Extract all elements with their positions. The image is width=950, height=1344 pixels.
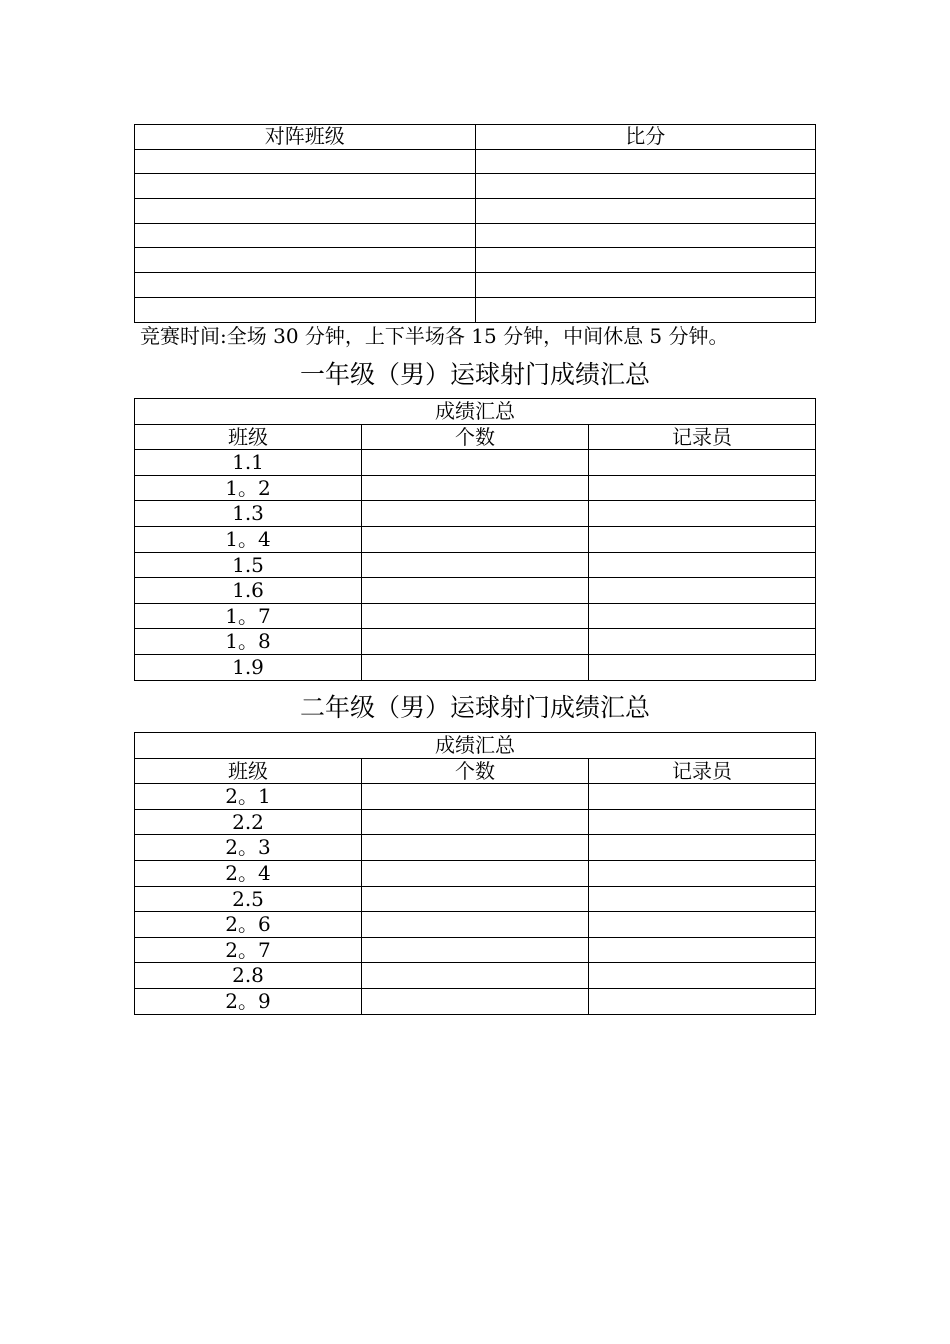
count-cell[interactable]: [362, 937, 589, 963]
class-cell: 2。9: [135, 988, 362, 1014]
class-cell: 1。2: [135, 475, 362, 501]
table-row: [135, 552, 816, 578]
table-row: [135, 784, 816, 810]
table-caption: 成绩汇总: [135, 399, 816, 425]
recorder-cell[interactable]: [589, 784, 816, 810]
score-cell[interactable]: [475, 199, 816, 224]
recorder-cell[interactable]: [589, 835, 816, 861]
table-row: [135, 654, 816, 680]
grade2-summary-title: 二年级（男）运球射门成绩汇总: [299, 693, 650, 722]
table-caption-row: [135, 733, 816, 759]
class-cell: 1。7: [135, 603, 362, 629]
count-cell[interactable]: [362, 912, 589, 938]
grade1-summary-title: 一年级（男）运球射门成绩汇总: [299, 360, 650, 389]
count-cell[interactable]: [362, 835, 589, 861]
class-cell: 1.9: [135, 654, 362, 680]
class-cell: 1.5: [135, 552, 362, 578]
recorder-cell[interactable]: [589, 450, 816, 476]
recorder-cell[interactable]: [589, 552, 816, 578]
count-cell[interactable]: [362, 552, 589, 578]
table-row: [135, 937, 816, 963]
class-cell: 1。4: [135, 526, 362, 552]
header-count: 个数: [362, 758, 589, 784]
class-cell: 1.3: [135, 501, 362, 527]
score-cell[interactable]: [475, 273, 816, 298]
table-caption: 成绩汇总: [135, 733, 816, 759]
count-cell[interactable]: [362, 860, 589, 886]
count-cell[interactable]: [362, 526, 589, 552]
table-row: [135, 578, 816, 604]
score-cell[interactable]: [475, 297, 816, 322]
recorder-cell[interactable]: [589, 578, 816, 604]
match-cell[interactable]: [135, 174, 476, 199]
class-cell: 2.8: [135, 963, 362, 989]
match-cell[interactable]: [135, 223, 476, 248]
match-score-table: [134, 124, 816, 323]
match-cell[interactable]: [135, 248, 476, 273]
header-recorder: 记录员: [589, 424, 816, 450]
table-row: [135, 149, 816, 174]
class-cell: 2。3: [135, 835, 362, 861]
recorder-cell[interactable]: [589, 860, 816, 886]
count-cell[interactable]: [362, 501, 589, 527]
recorder-cell[interactable]: [589, 809, 816, 835]
table-row: [135, 886, 816, 912]
count-cell[interactable]: [362, 578, 589, 604]
table-row: [135, 963, 816, 989]
count-cell[interactable]: [362, 988, 589, 1014]
count-cell[interactable]: [362, 629, 589, 655]
count-cell[interactable]: [362, 886, 589, 912]
count-cell[interactable]: [362, 450, 589, 476]
class-cell: 1.1: [135, 450, 362, 476]
table-row: [135, 223, 816, 248]
class-cell: 1。8: [135, 629, 362, 655]
class-cell: 2.2: [135, 809, 362, 835]
class-cell: 2。4: [135, 860, 362, 886]
header-class: 班级: [135, 758, 362, 784]
table-row: [135, 988, 816, 1014]
table-row: [135, 248, 816, 273]
recorder-cell[interactable]: [589, 886, 816, 912]
header-match-classes: 对阵班级: [135, 125, 476, 150]
recorder-cell[interactable]: [589, 937, 816, 963]
class-cell: 2。1: [135, 784, 362, 810]
table-row: [135, 912, 816, 938]
count-cell[interactable]: [362, 809, 589, 835]
match-time-note: 竞赛时间:全场 30 分钟，上下半场各 15 分钟，中间休息 5 分钟。: [140, 324, 729, 348]
header-class: 班级: [135, 424, 362, 450]
recorder-cell[interactable]: [589, 988, 816, 1014]
header-recorder: 记录员: [589, 758, 816, 784]
recorder-cell[interactable]: [589, 629, 816, 655]
class-cell: 1.6: [135, 578, 362, 604]
recorder-cell[interactable]: [589, 475, 816, 501]
count-cell[interactable]: [362, 603, 589, 629]
recorder-cell[interactable]: [589, 912, 816, 938]
score-cell[interactable]: [475, 223, 816, 248]
table-row: [135, 450, 816, 476]
recorder-cell[interactable]: [589, 526, 816, 552]
class-cell: 2.5: [135, 886, 362, 912]
table-row: [135, 273, 816, 298]
recorder-cell[interactable]: [589, 654, 816, 680]
table-row: [135, 475, 816, 501]
grade1-summary-table: [134, 398, 816, 681]
count-cell[interactable]: [362, 963, 589, 989]
recorder-cell[interactable]: [589, 501, 816, 527]
match-cell[interactable]: [135, 199, 476, 224]
count-cell[interactable]: [362, 784, 589, 810]
table-row: [135, 174, 816, 199]
table-caption-row: [135, 399, 816, 425]
match-cell[interactable]: [135, 273, 476, 298]
count-cell[interactable]: [362, 654, 589, 680]
score-cell[interactable]: [475, 174, 816, 199]
match-cell[interactable]: [135, 297, 476, 322]
table-row: [135, 835, 816, 861]
table-header-row: [135, 424, 816, 450]
table-row: [135, 199, 816, 224]
score-cell[interactable]: [475, 149, 816, 174]
match-cell[interactable]: [135, 149, 476, 174]
table-row: [135, 809, 816, 835]
header-count: 个数: [362, 424, 589, 450]
score-cell[interactable]: [475, 248, 816, 273]
table-row: [135, 501, 816, 527]
recorder-cell[interactable]: [589, 963, 816, 989]
recorder-cell[interactable]: [589, 603, 816, 629]
table-row: [135, 297, 816, 322]
class-cell: 2。7: [135, 937, 362, 963]
table-row: [135, 860, 816, 886]
table-row: [135, 629, 816, 655]
table-header-row: [135, 758, 816, 784]
table-header-row: [135, 125, 816, 150]
grade2-summary-table: [134, 732, 816, 1015]
count-cell[interactable]: [362, 475, 589, 501]
header-score: 比分: [475, 125, 816, 150]
table-row: [135, 526, 816, 552]
class-cell: 2。6: [135, 912, 362, 938]
table-row: [135, 603, 816, 629]
